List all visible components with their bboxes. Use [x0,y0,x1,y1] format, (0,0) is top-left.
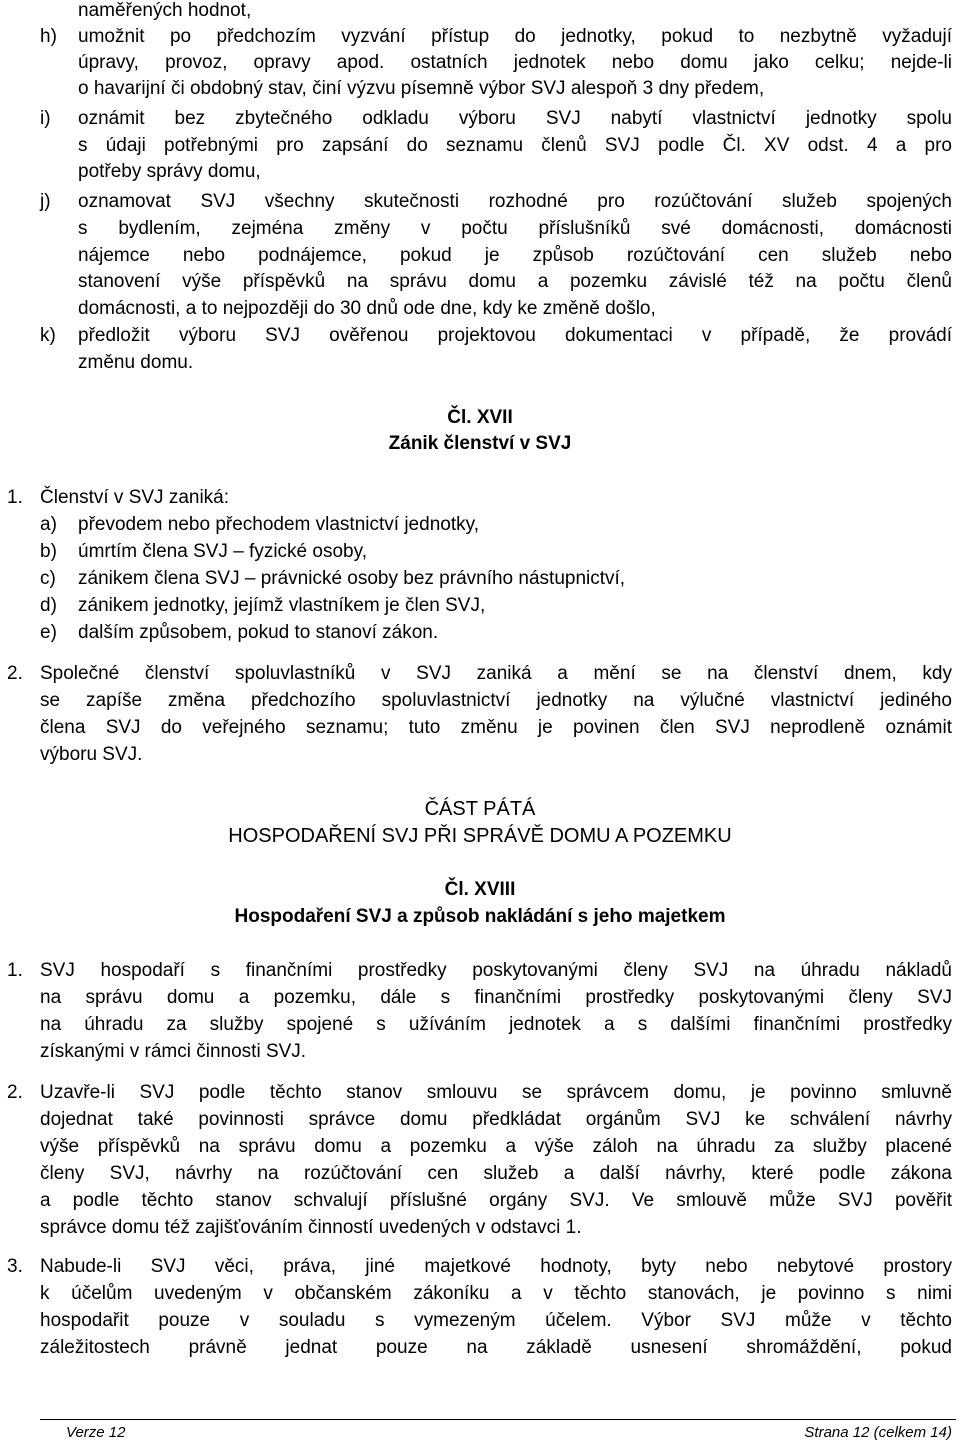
paragraph-text: výše příspěvků na správu domu a pozemku a výše záloh na úhradu za služby placené [40,1136,952,1157]
list-item-text: nájemce nebo podnájemce, pokud je způsob rozúčtování cen služeb nebo [78,245,952,266]
list-item-text: domácnosti, a to nejpozději do 30 dnů ode dne, kdy ke změně došlo, [78,298,656,319]
list-item-text: zánikem člena SVJ – právnické osoby bez právního nástupnictví, [78,568,626,589]
paragraph-1-line [0,984,960,1012]
list-item-a [0,511,960,539]
list-item-h [0,23,960,51]
list-label: i) [40,108,51,129]
list-item-k-line [0,349,960,377]
paragraph-number: 3. [7,1256,23,1277]
list-label: k) [40,325,56,346]
paragraph-3 [0,1253,960,1281]
part-subtitle: HOSPODAŘENÍ SVJ PŘI SPRÁVĚ DOMU A POZEMKU [228,825,732,847]
list-item-text: s bydlením, zejména změny v počtu příslušníků své domácnosti, domácnosti [78,218,952,239]
paragraph-number: 1. [7,960,23,981]
paragraph-text: hospodařit pouze v souladu s vymezeným účelem. Výbor SVJ může v těchto [40,1310,952,1331]
paragraph-1-line [0,1038,960,1066]
list-item-e [0,619,960,647]
list-item-text: potřeby správy domu, [78,161,261,182]
list-item-d [0,592,960,620]
paragraph-2-line [0,714,960,742]
list-item-b [0,538,960,566]
paragraph-1 [0,484,960,512]
paragraph-text: na úhradu za služby spojené s užíváním jednotek a s dalšími finančními prostředky [40,1014,952,1035]
list-item-g-tail [0,0,960,25]
list-item-j-line [0,295,960,323]
list-item-text: stanovení výše příspěvků na správu domu a pozemku závislé též na počtu členů [78,271,952,292]
paragraph-intro: Členství v SVJ zaniká: [40,487,230,508]
list-item-i-line [0,158,960,186]
footer-version: Verze 12 [66,1424,126,1441]
list-item-text: o havarijní či obdobný stav, činí výzvu písemně výbor SVJ alespoň 3 dny předem, [78,78,765,99]
paragraph-3-line [0,1307,960,1335]
list-item-text: úmrtím člena SVJ – fyzické osoby, [78,541,367,562]
list-item-text: převodem nebo přechodem vlastnictví jednotky, [78,514,479,535]
paragraph-text: SVJ hospodaří s finančními prostředky poskytovanými členy SVJ na úhradu nákladů [40,960,952,981]
list-item-i-line [0,132,960,160]
list-item-text: s údaji potřebnými pro zapsání do seznamu členů SVJ podle Čl. XV odst. 4 a pro [78,135,952,156]
list-label: a) [40,514,57,535]
footer-page-number: Strana 12 (celkem 14) [804,1424,952,1441]
list-item-j [0,188,960,216]
list-item-text: dalším způsobem, pokud to stanoví zákon. [78,622,439,643]
list-item-j-line [0,215,960,243]
list-item-text: úpravy, provoz, opravy apod. ostatních jednotek nebo domu jako celku; nejde-li [78,52,952,73]
paragraph-1 [0,957,960,985]
list-item-text: předložit výboru SVJ ověřenou projektovou dokumentaci v případě, že provádí [78,325,952,346]
paragraph-2-line [0,687,960,715]
list-label: b) [40,541,57,562]
paragraph-2-line [0,1187,960,1215]
paragraph-3-line [0,1280,960,1308]
part-title: ČÁST PÁTÁ [424,798,536,820]
list-item-text: zánikem jednotky, jejímž vlastníkem je člen SVJ, [78,595,486,616]
list-item-i [0,105,960,133]
list-item-text: oznamovat SVJ všechny skutečnosti rozhodné pro rozúčtování služeb spojených [78,191,952,212]
list-label: h) [40,26,57,47]
list-label: c) [40,568,56,589]
article-number: Čl. XVIII [444,879,516,900]
list-item-text: oznámit bez zbytečného odkladu výboru SVJ nabytí vlastnictví jednotky spolu [78,108,952,129]
list-item-text: naměřených hodnot, [78,0,252,21]
paragraph-text: k účelům uvedeným v občanském zákoníku a v těchto stanovách, je povinno s nimi [40,1283,952,1304]
paragraph-2-line [0,741,960,769]
paragraph-number: 2. [7,1082,23,1103]
article-title: Hospodaření SVJ a způsob nakládání s jeho majetkem [234,906,726,927]
paragraph-number: 1. [7,487,23,508]
list-label: j) [40,191,51,212]
paragraph-1-line [0,1011,960,1039]
list-item-j-line [0,268,960,296]
paragraph-2-line [0,1160,960,1188]
paragraph-text: výboru SVJ. [40,744,143,765]
paragraph-2-line [0,1106,960,1134]
list-item-j-line [0,242,960,270]
paragraph-text: dojednat také povinnosti správce domu předkládat orgánům SVJ ke schválení návrhy [40,1109,952,1130]
list-item-text: umožnit po předchozím vyzvání přístup do jednotky, pokud to nezbytně vyžadují [78,26,952,47]
paragraph-number: 2. [7,663,23,684]
footer-divider [40,1419,956,1420]
article-title: Zánik členství v SVJ [388,433,572,454]
list-item-h-line [0,49,960,77]
paragraph-3-line [0,1334,960,1362]
paragraph-2 [0,1079,960,1107]
paragraph-text: získanými v rámci činnosti SVJ. [40,1041,307,1062]
list-item-h-line [0,75,960,103]
paragraph-text: záležitostech právně jednat pouze na základě usnesení shromáždění, pokud [40,1337,952,1358]
list-item-text: změnu domu. [78,352,194,373]
paragraph-text: na správu domu a pozemku, dále s finančními prostředky poskytovanými členy SVJ [40,987,952,1008]
paragraph-text: Nabude-li SVJ věci, práva, jiné majetkové hodnoty, byty nebo nebytové prostory [40,1256,952,1277]
paragraph-text: Společné členství spoluvlastníků v SVJ zaniká a mění se na členství dnem, kdy [40,663,952,684]
list-item-k [0,322,960,350]
paragraph-text: správce domu též zajišťováním činností uvedených v odstavci 1. [40,1217,582,1238]
list-item-c [0,565,960,593]
paragraph-text: členy SVJ, návrhy na rozúčtování cen služeb a další návrhy, které podle zákona [40,1163,952,1184]
article-number: Čl. XVII [447,407,513,428]
list-label: e) [40,622,57,643]
paragraph-text: člena SVJ do veřejného seznamu; tuto změnu je povinen člen SVJ neprodleně oznámit [40,717,952,738]
paragraph-text: Uzavře-li SVJ podle těchto stanov smlouvu se správcem domu, je povinno smluvně [40,1082,952,1103]
paragraph-2-line [0,1133,960,1161]
paragraph-2 [0,660,960,688]
paragraph-text: se zapíše změna předchozího spoluvlastnictví jednotky na výlučné vlastnictví jediného [40,690,952,711]
list-label: d) [40,595,57,616]
paragraph-2-line [0,1214,960,1242]
paragraph-text: a podle těchto stanov schvalují příslušné orgány SVJ. Ve smlouvě může SVJ pověřit [40,1190,952,1211]
